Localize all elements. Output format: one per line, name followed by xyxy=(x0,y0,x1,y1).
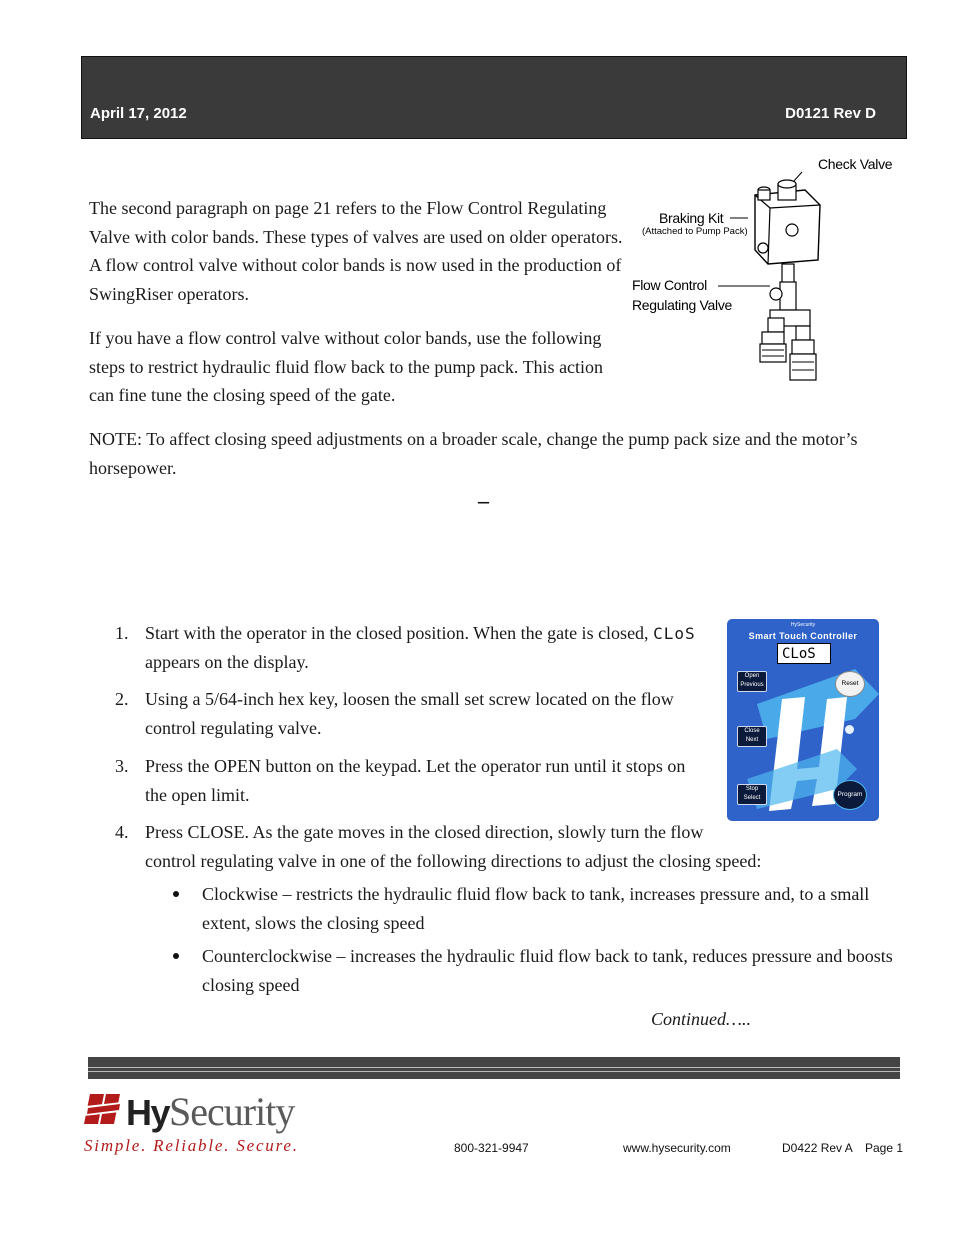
footer-divider xyxy=(88,1071,900,1072)
check-valve-label: Check Valve xyxy=(818,156,893,172)
controller-display: CLoS xyxy=(777,643,831,664)
header-doc-id: D0121 Rev D xyxy=(785,105,876,122)
step-number: 3. xyxy=(115,756,129,776)
bullet-clockwise xyxy=(173,880,898,937)
close-label: Close xyxy=(744,728,760,734)
controller-brand: HySecurity xyxy=(790,622,816,628)
footer-doc-ref: D0422 Rev A xyxy=(782,1141,853,1155)
bullet-counterclockwise xyxy=(173,942,898,999)
section-dash: – xyxy=(478,488,489,513)
bullet-dot xyxy=(173,891,179,897)
step-text-line1: Press CLOSE. As the gate moves in the closed direction, slowly turn the flow xyxy=(145,822,704,842)
step-number: 1. xyxy=(115,623,129,643)
flow-control-label-line1: Flow Control xyxy=(632,277,707,293)
open-label: Open xyxy=(744,673,760,679)
logo-hy: Hy xyxy=(126,1092,170,1133)
note-text: To affect closing speed adjustments on a broader scale, change the pump pack size and the motor’s horsepower. xyxy=(89,429,858,478)
step-text-line1: Press the OPEN button on the keypad. Let the operator run until it stops on xyxy=(145,756,686,776)
braking-kit-label: Braking Kit xyxy=(659,210,724,226)
footer-page-number: Page 1 xyxy=(865,1141,904,1155)
footer-phone: 800-321-9947 xyxy=(454,1141,529,1155)
bullet-text-line2: extent, slows the closing speed xyxy=(202,912,425,933)
open-previous-button xyxy=(737,671,767,692)
step-2 xyxy=(115,685,715,742)
bullet-dot xyxy=(173,953,179,959)
reset-button: Reset xyxy=(835,671,865,697)
stop-select-button xyxy=(737,784,767,805)
previous-label: Previous xyxy=(740,682,764,688)
step-text xyxy=(145,619,696,649)
footer-bar xyxy=(88,1057,900,1079)
select-label: Select xyxy=(743,795,761,801)
step-4 xyxy=(115,818,895,875)
footer-tagline: Simple. Reliable. Secure. xyxy=(84,1136,299,1155)
step-text-line2: appears on the display. xyxy=(145,651,309,672)
intro-paragraph-1: The second paragraph on page 21 refers to the Flow Control Regulating Valve with color bands. These types of valves are used on older operators. A flow control valve without color bands is now used in the production of SwingRiser operators. xyxy=(89,198,623,304)
hysecurity-wordmark xyxy=(126,1088,294,1135)
program-button: Program xyxy=(833,780,867,810)
step-text-line2: control regulating valve in one of the following directions to adjust the closing speed: xyxy=(145,850,762,871)
lcd-closed-code: CLoS xyxy=(653,624,696,643)
footer-divider xyxy=(88,1067,900,1068)
stop-label: Stop xyxy=(745,786,759,792)
status-led-icon xyxy=(845,725,854,734)
step-text-line1: Using a 5/64-inch hex key, loosen the small set screw located on the flow xyxy=(145,689,674,709)
bullet-text-line2: closing speed xyxy=(202,974,300,995)
step-text-line2: control regulating valve. xyxy=(145,717,322,738)
step-number: 4. xyxy=(115,822,129,842)
step-number: 2. xyxy=(115,689,129,709)
valve-illustration xyxy=(700,160,840,390)
continued-note: Continued….. xyxy=(651,1009,752,1029)
footer-website: www.hysecurity.com xyxy=(623,1141,731,1155)
step-1 xyxy=(115,619,715,676)
note-paragraph xyxy=(89,425,889,482)
controller-title: Smart Touch Controller xyxy=(748,631,858,641)
next-label: Next xyxy=(745,737,759,743)
bullet-text-line1: Clockwise – restricts the hydraulic fluid flow back to tank, increases pressure and, to a small xyxy=(202,884,870,904)
braking-kit-sublabel: (Attached to Pump Pack) xyxy=(642,226,748,237)
step-text-line2: the open limit. xyxy=(145,784,250,805)
smart-touch-controller-image xyxy=(727,619,879,821)
bullet-text-line1: Counterclockwise – increases the hydraulic fluid flow back to tank, reduces pressure and boosts xyxy=(202,946,893,966)
header-banner xyxy=(81,56,907,139)
flow-control-label-line2: Regulating Valve xyxy=(632,297,733,313)
step-text-line1: Start with the operator in the closed position. When the gate is closed, xyxy=(145,623,654,643)
logo-security: Security xyxy=(169,1089,295,1134)
note-label: NOTE: xyxy=(89,429,142,449)
step-3 xyxy=(115,752,715,809)
close-next-button xyxy=(737,726,767,747)
header-date: April 17, 2012 xyxy=(90,105,187,122)
intro-paragraph-2: If you have a flow control valve without color bands, use the following steps to restrict hydraulic fluid flow back to the pump pack. This action can fine tune the closing speed of the gate. xyxy=(89,328,604,405)
hysecurity-logo-icon xyxy=(84,1090,124,1128)
